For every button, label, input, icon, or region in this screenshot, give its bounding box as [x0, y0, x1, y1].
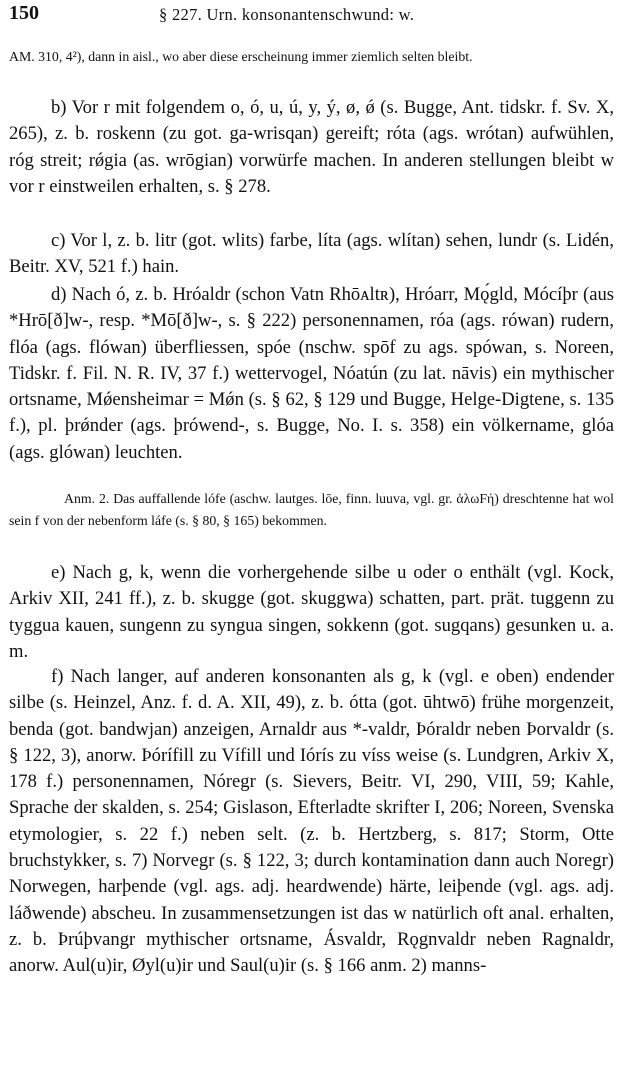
section-c-paragraph: c) Vor l, z. b. litr (got. wlits) farbe, líta (ags. wlítan) sehen, lundr (s. Lidén, Beitr. XV, 521 f.) hain.: [9, 230, 614, 278]
section-e-paragraph: e) Nach g, k, wenn die vorhergehende silbe u oder o enthält (vgl. Kock, Arkiv XII, 241 ff.), z. b. skugge (got. skuggwa) schatten, part. prät. tuggenn zu tyggua kauen, sungenn zu syngua singen, sokkenn (got. sugqans) gesunken u. a. m.: [9, 562, 614, 662]
section-d-paragraph: d) Nach ó, z. b. Hróaldr (schon Vatn Rhōᴀltʀ), Hróarr, Mǫ́gld, Mócíþr (aus *Hrō[ð]w-, resp. *Mō[ð]w-, s. § 222) personennamen, róa (ags. rówan) rudern, flóa (ags. flówan) überfliessen, spóe (nschw. spōf zu ags. spówan, s. Noreen, Tidskr. f. Fil. N. R. IV, 37 f.) wettervogel, Nóatún (zu lat. nāvis) ein mythischer ortsname, Mǿensheimar = Mǿn (s. § 62, § 129 und Bugge, Helge-Digtene, s. 135 f.), pl. þrǿnder (ags. þrówend-, s. Bugge, No. I. s. 358) ein völkername, glóa (ags. glówan) leuchten.: [9, 284, 614, 463]
note-anm-2: Anm. 2. Das auffallende lófe (aschw. lautges. lōe, finn. luuva, vgl. gr. ἀλωFή) dreschtenne hat wol sein f von der nebenform láfe (s. § 80, § 165) bekommen.: [9, 491, 614, 529]
section-b-paragraph: b) Vor r mit folgendem o, ó, u, ú, y, ý, ø, ǿ (s. Bugge, Ant. tidskr. f. Sv. X, 265), z. b. roskenn (zu got. ga-wrisqan) gereift; róta (ags. wrótan) aufwühlen, róg streit; rǿgia (as. wrōgian) vorwürfe machen. In anderen stellungen bleibt w vor r einstweilen erhalten, s. § 278.: [9, 97, 614, 197]
page-number: 150: [9, 2, 39, 24]
continuation-paragraph: AM. 310, 4²), dann in aisl., wo aber diese erscheinung immer ziemlich selten bleibt.: [9, 49, 473, 64]
running-title: § 227. Urn. konsonantenschwund: w.: [159, 5, 415, 24]
page-header: [9, 2, 611, 28]
section-f-paragraph: f) Nach langer, auf anderen konsonanten als g, k (vgl. e oben) endender silbe (s. Heinzel, Anz. f. d. A. XII, 49), z. b. ótta (got. ūhtwō) frühe morgenzeit, benda (got. bandwjan) anzeigen, Arnaldr aus *-valdr, Þóraldr neben Þorvaldr (s. § 122, 3), anorw. Þórífill zu Vífill und Iórís zu víss weise (s. Lundgren, Arkiv X, 178 f.) personennamen, Nóregr (s. Sievers, Beitr. VI, 290, VIII, 59; Kahle, Sprache der skalden, s. 254; Gislason, Efterladte skrifter I, 206; Noreen, Svenska etymologier, s. 22 f.) neben selt. (z. b. Hertzberg, s. 817; Storm, Otte bruchstykker, s. 7) Norvegr (s. § 122, 3; durch kontamination dann auch Noregr) Norwegen, harþende (vgl. ags. adj. heardwende) härte, leiþende (vgl. ags. adj. láðwende) abscheu. In zusammensetzungen ist das w natürlich oft anal. erhalten, z. b. Þrúþvangr mythischer ortsname, Ásvaldr, Rǫgnvaldr neben Ragnaldr, anorw. Aul(u)ir, Øyl(u)ir und Saul(u)ir (s. § 166 anm. 2) manns-: [9, 666, 614, 977]
